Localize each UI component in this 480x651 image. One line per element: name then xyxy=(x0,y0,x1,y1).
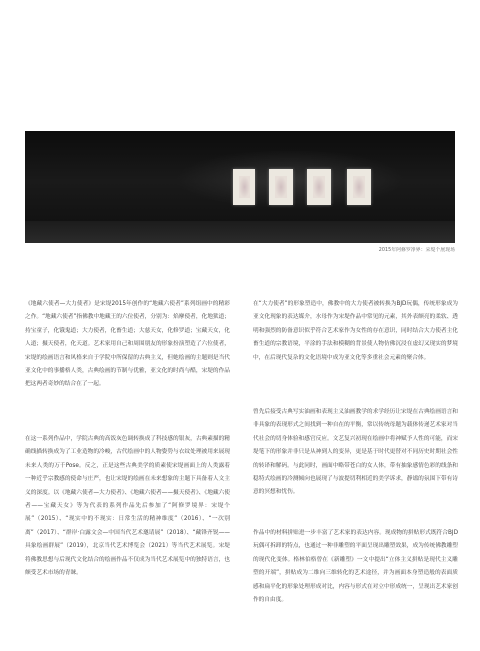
right-column-paragraph-1 xyxy=(253,298,458,365)
gallery-floor xyxy=(25,221,455,243)
left-column-paragraph-1 xyxy=(25,298,230,392)
left-column-paragraph-2 xyxy=(25,433,230,580)
hanging-artwork xyxy=(347,169,371,205)
right-column-paragraph-3 xyxy=(253,527,458,607)
paragraph-text: 作品中的材料拼贴进一步丰富了艺术家的表达内容。现成物的拼贴形式既符合BJD玩偶可拆卸的特点，也通过一种非雕塑的平面呈现出雕塑效果，成为传统佛教雕塑的现代化变体。格林伯格曾在《新雕塑》一文中提出“立体主义拼贴是现代主义雕塑的开端”，拼贴成为二维向三维转化的艺术途径，并为画面本身塑造般的表面质感和扁平化的形象处理形成对比，内容与形式在对立中形成统一，呈现出艺术家创作的自由度。 xyxy=(253,530,458,604)
paragraph-text: 在这一系列作品中，学院古典的高饭灰色调转换成了科技感的银灰，古典素描的精确线描转换成为了工业造物的冷峻，古代绘画中的人物姿势与衣纹处理被用来展现未来人类的万千Pose。反之，正是这些古典美学的质素使宋堤画面上的人类露着一种近乎宗教感的使命与庄严，也让宋堤的绘画在未来想象的主题下具备着人文主义的深度。以《地藏六使者—大力使者》、《地藏六使者——摄天使者》、《地藏六使者——宝藏天女》等为代表的系列作品先后参加了“阿修罗境界：宋堤个展”（2015）、“现实中的不现实：日常生活的精神维度”（2016）、“一次别离”（2017）、“群岸·白露文会—中国当代艺术邀请展”（2018）、“藏锋齐锐——具象绘画群展”（2019），北京当代艺术博览会（2021）等当代艺术展览。宋堤将佛教思想与后现代文化结合的绘画作品不仅成为当代艺术展览中的独特语言，也颇受艺术市场的青睐。 xyxy=(25,436,230,577)
paragraph-text: 曾先后接受古典写实油画和表现主义油画教学的求学经历让宋堤在古典绘画语言和非具象的表现形式之间找到一种自在的平衡，常以传统母题为载体传递艺术家对当代社会的切身体验和感官反应。文艺复兴初现在绘画中将神赋予人性的可能，而宋堤笔下的形象并非只是从神到人的变异，更是基于时代更替对不同历史时期社会性的转译和解码。与此同时，画面中略带苍白的女人体，带有抽象感情色彩的线条和稳特式绘画的冷测倾向也展现了与波提切利相近的美学诉求，静谧的氛围下带有诗意的冥想和忧伤。 xyxy=(253,409,458,496)
photo-caption: 2015年阿修罗净界：宋堤个展现场 xyxy=(378,248,455,253)
hanging-artwork xyxy=(233,169,255,205)
right-column-paragraph-2 xyxy=(253,406,458,500)
paragraph-text: 在“大力使者”的形象塑造中，佛教中的大力使者被转换为BJD玩偶，传统形象成为亚文化现象的表达媒介，水母作为宋堤作品中常见的元素，其外表颇亮的柔软、透明和强烈的防备意识似乎符合艺术家作为女性的存在意识，同时结合大力使者主化畜生道的宗教语境，平涂的手法和模糊的背景使人物仿佛沉浸在虚幻又现实的梦境中，在后现代复杂的文化语境中成为亚文化等多重社会元素的聚合体。 xyxy=(253,301,458,361)
paragraph-text: 《地藏六使者—大力使者》是宋堤2015年创作的“地藏六使者”系列组画中的精彩之作。“地藏六使者”指佛教中地藏王的六位使者，分别为：焰摩使者，化地狱道；持宝童子，化饿鬼道；大力使者，化畜生道；大慈天女，化修罗道；宝藏天女，化人道；摄天使者，化天道。艺术家用自己和周围朋友的形象扮演塑造了六位使者，宋堤的绘画语言和风格来自于学院中所保留的古典主义，但她绘画的主题则是当代亚文化中的事播格人类，古典绘画的节制与优雅，亚文化的时尚与酷，宋堤的作品把这两者奇妙的结合在了一起。 xyxy=(25,301,230,388)
hanging-artwork xyxy=(307,169,331,205)
hanging-artwork xyxy=(269,169,293,205)
exhibition-photo xyxy=(25,131,455,243)
